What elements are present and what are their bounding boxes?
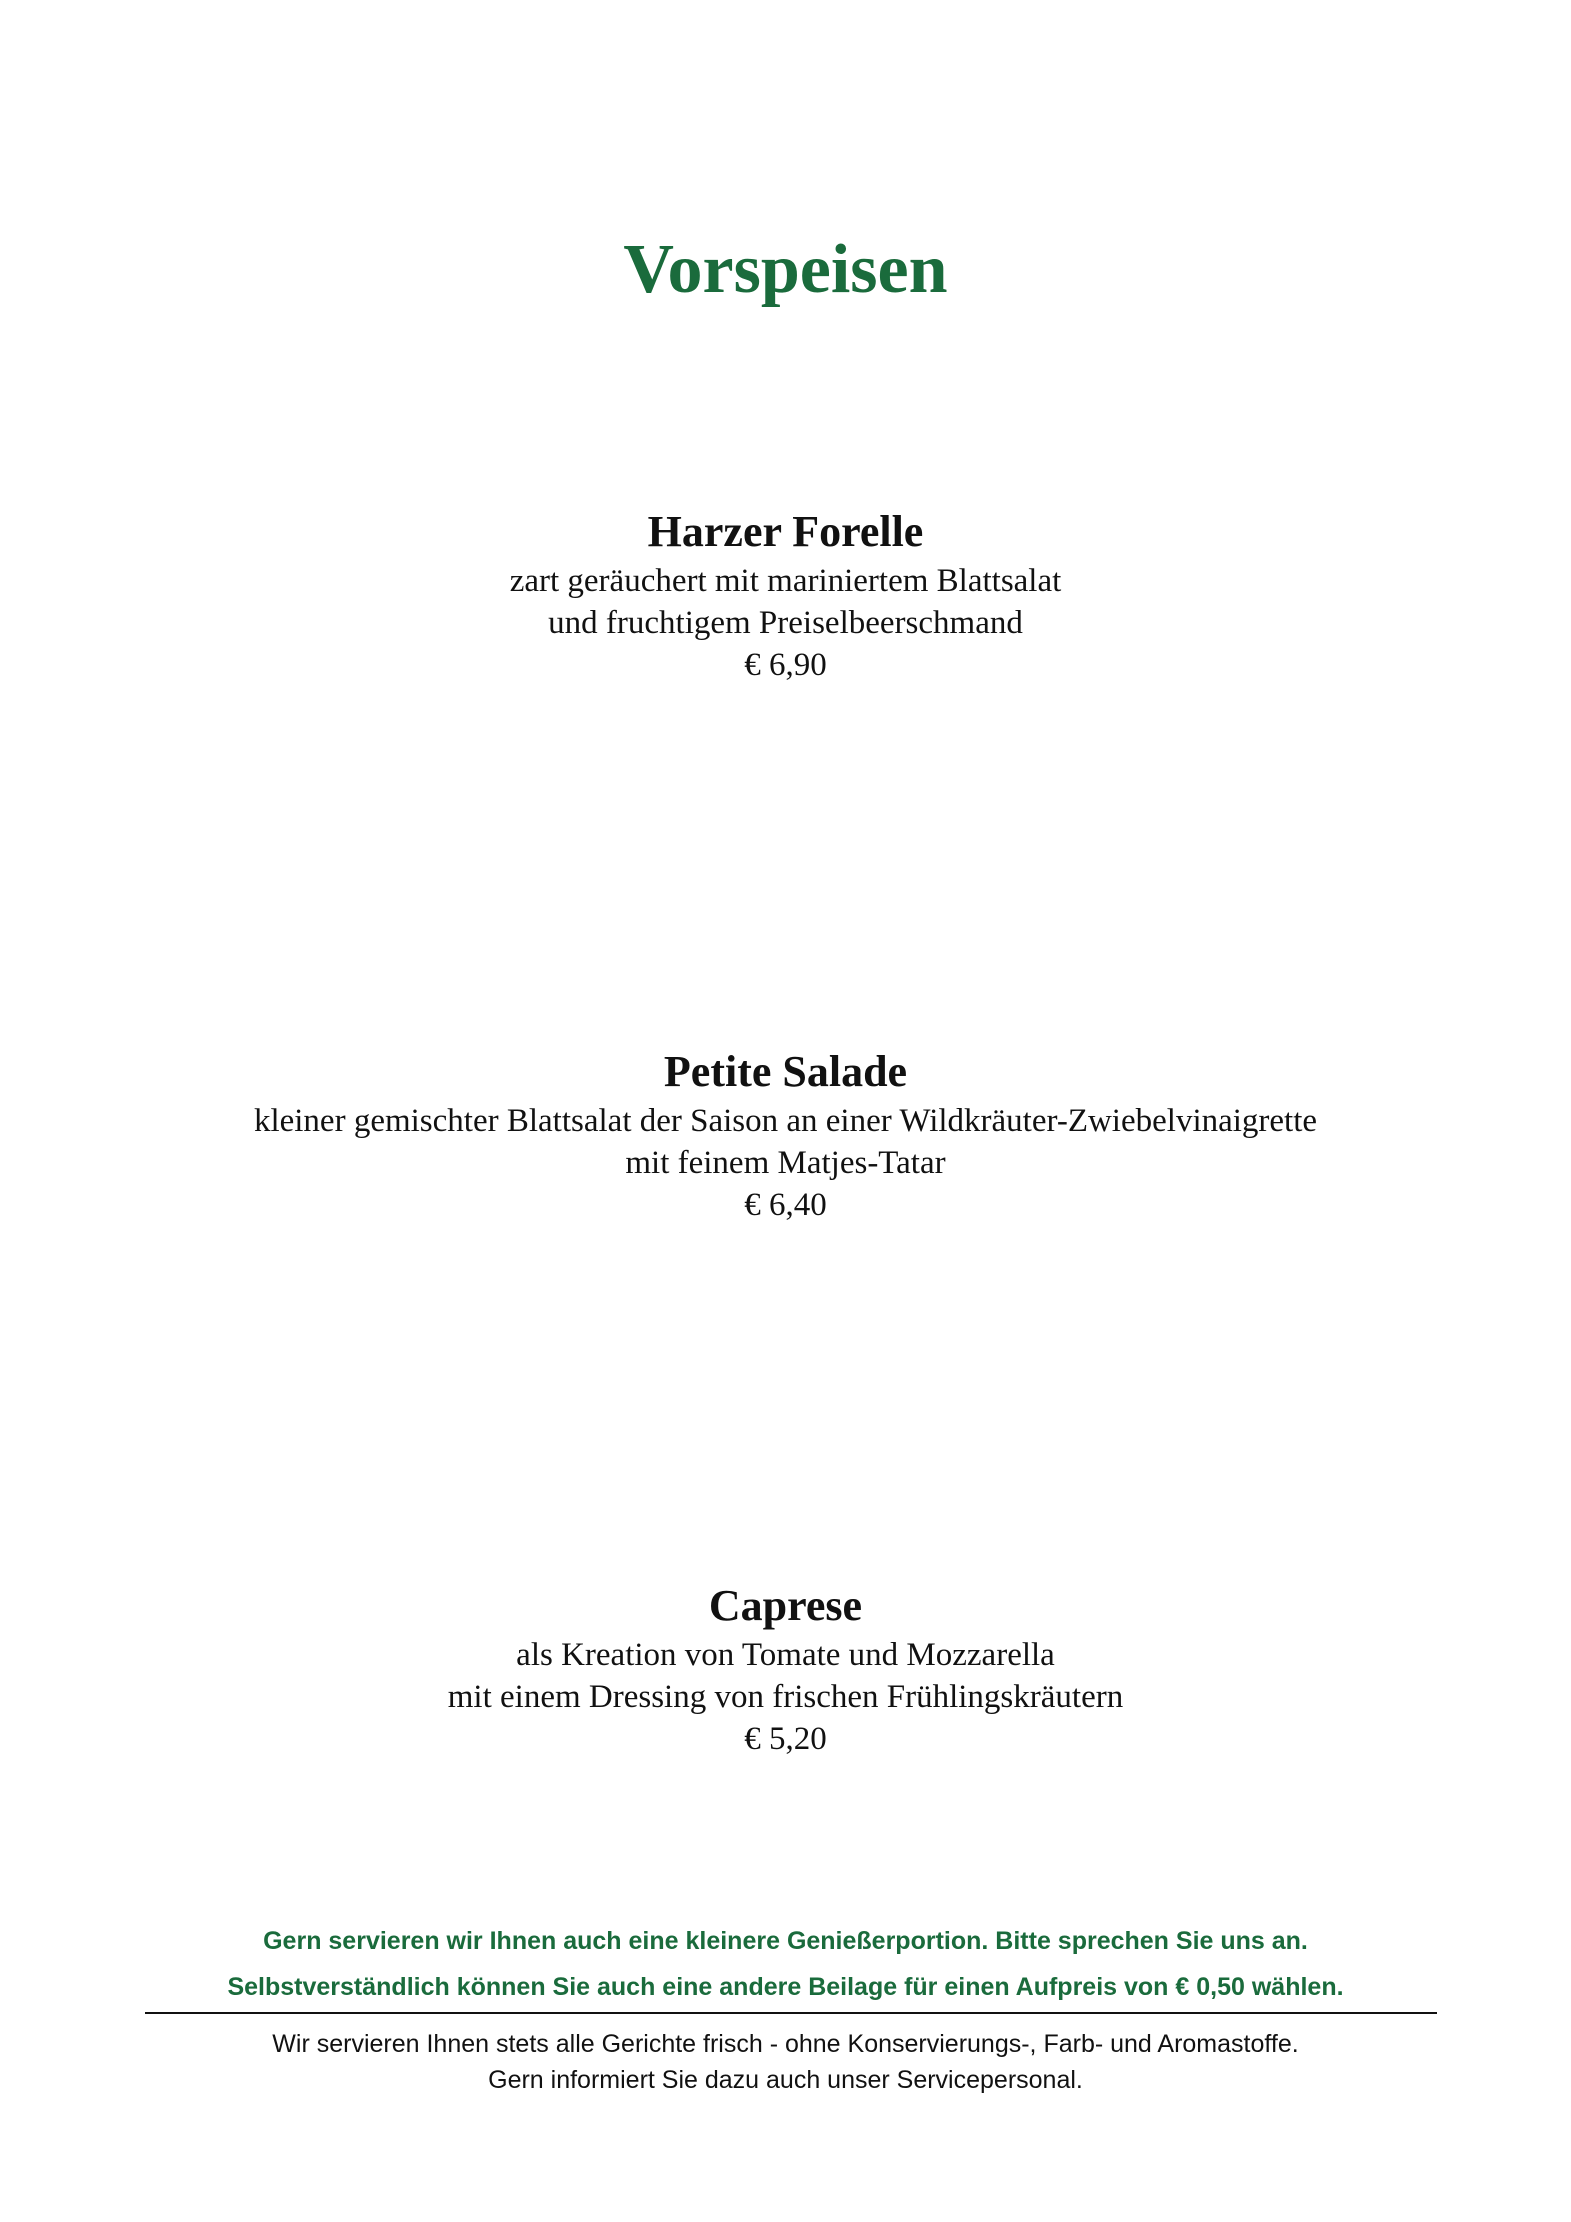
- dish-description-line: als Kreation von Tomate und Mozzarella: [516, 1637, 1055, 1673]
- menu-item-harzer-forelle: [0, 504, 1571, 686]
- dish-name: Caprese: [708, 1581, 863, 1630]
- dish-description-line: und fruchtigem Preiselbeerschmand: [548, 605, 1023, 641]
- page-title: Vorspeisen: [623, 231, 948, 308]
- dish-price: € 6,90: [744, 647, 827, 683]
- dish-price: € 5,20: [744, 1721, 827, 1757]
- footer: [0, 2026, 1571, 2098]
- dish-description-line: zart geräuchert mit mariniertem Blattsalat: [509, 563, 1062, 599]
- dish-description-line: kleiner gemischter Blattsalat der Saison an einer Wildkräuter-Zwiebelvinaigrette: [253, 1103, 1318, 1139]
- footer-fresh-note: Wir servieren Ihnen stets alle Gerichte frisch - ohne Konservierungs-, Farb- und Aromastoffe.: [272, 2030, 1299, 2058]
- footer-divider: [145, 2012, 1437, 2014]
- menu-item-caprese: [0, 1578, 1571, 1760]
- dish-name: Petite Salade: [663, 1047, 908, 1096]
- dish-description-line: mit feinem Matjes-Tatar: [625, 1145, 946, 1181]
- note-side-dish-surcharge: Selbstverständlich können Sie auch eine andere Beilage für einen Aufpreis von € 0,50 wählen.: [227, 1973, 1344, 2001]
- service-notes: [0, 1918, 1571, 2010]
- note-smaller-portion: Gern servieren wir Ihnen auch eine kleinere Genießerportion. Bitte sprechen Sie uns an.: [263, 1927, 1308, 1955]
- dish-description-line: mit einem Dressing von frischen Frühlingskräutern: [447, 1679, 1124, 1715]
- dish-price: € 6,40: [744, 1187, 827, 1223]
- footer-staff-note: Gern informiert Sie dazu auch unser Servicepersonal.: [488, 2066, 1083, 2094]
- dish-name: Harzer Forelle: [647, 507, 924, 556]
- menu-item-petite-salade: [0, 1044, 1571, 1226]
